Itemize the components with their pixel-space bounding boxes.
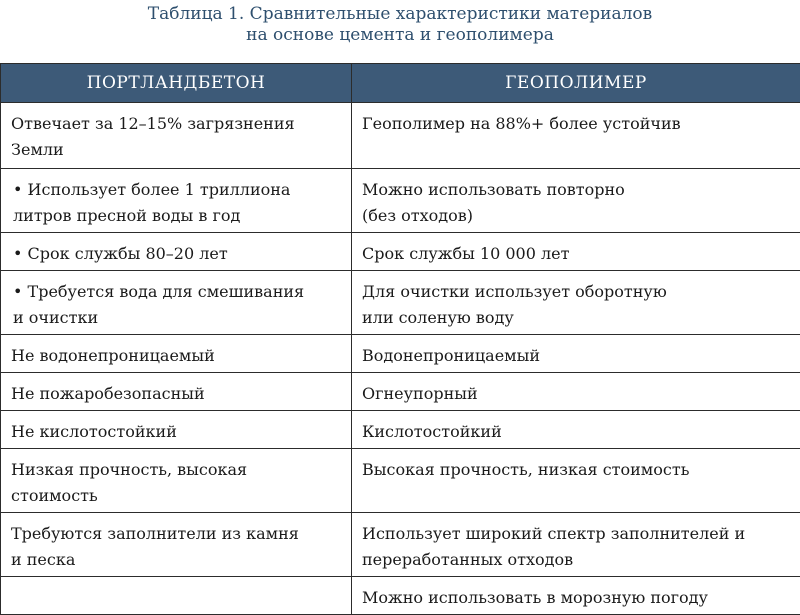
cell-geopolymer (352, 233, 800, 271)
cell-geopolymer (352, 449, 800, 513)
cell-portland (1, 373, 352, 411)
cell-portland (1, 271, 352, 335)
table-row (1, 411, 800, 449)
cell-text: • Срок службы 80–20 лет (13, 244, 228, 263)
cell-text: • Использует более 1 триллиона литров пресной воды в год (13, 180, 290, 225)
table-row (1, 103, 800, 169)
cell-geopolymer (352, 373, 800, 411)
table-row (1, 513, 800, 577)
cell-portland (1, 411, 352, 449)
cell-text: Отвечает за 12–15% загрязнения Земли (11, 114, 295, 159)
cell-text: Использует широкий спектр заполнителей и переработанных отходов (362, 524, 745, 569)
table-row (1, 335, 800, 373)
cell-text: Требуются заполнители из камня и песка (11, 524, 299, 569)
comparison-table (0, 63, 800, 615)
header-portland-concrete: ПОРТЛАНДБЕТОН (1, 64, 352, 103)
table-row (1, 449, 800, 513)
cell-geopolymer (352, 103, 800, 169)
cell-text: Не водонепроницаемый (11, 346, 215, 365)
cell-text: Не кислотостойкий (11, 422, 177, 441)
cell-text: Водонепроницаемый (362, 346, 540, 365)
cell-portland (1, 233, 352, 271)
cell-text: Низкая прочность, высокая стоимость (11, 460, 247, 505)
header-geopolymer: ГЕОПОЛИМЕР (352, 64, 800, 103)
table-row (1, 233, 800, 271)
cell-text: Не пожаробезопасный (11, 384, 205, 403)
table-row (1, 271, 800, 335)
table-row (1, 169, 800, 233)
cell-portland (1, 335, 352, 373)
cell-portland (1, 449, 352, 513)
cell-text: Кислотостойкий (362, 422, 502, 441)
cell-geopolymer (352, 335, 800, 373)
cell-text: Можно использовать в морозную погоду (362, 588, 708, 607)
caption-line-2: на основе цемента и геополимера (0, 25, 800, 46)
cell-text: Огнеупорный (362, 384, 478, 403)
cell-portland (1, 103, 352, 169)
cell-text: • Требуется вода для смешивания и очистки (13, 282, 304, 327)
table-row (1, 373, 800, 411)
table-header-row (1, 64, 800, 103)
cell-portland (1, 577, 352, 615)
cell-geopolymer (352, 411, 800, 449)
table-caption (0, 0, 800, 62)
table-row (1, 577, 800, 615)
caption-line-1: Таблица 1. Сравнительные характеристики материалов (0, 4, 800, 25)
cell-geopolymer (352, 577, 800, 615)
cell-text: Высокая прочность, низкая стоимость (362, 460, 689, 479)
cell-geopolymer (352, 513, 800, 577)
cell-geopolymer (352, 169, 800, 233)
cell-text: Для очистки использует оборотную или соленую воду (362, 282, 667, 327)
cell-text: Геополимер на 88%+ более устойчив (362, 114, 681, 133)
cell-portland (1, 513, 352, 577)
cell-text: Срок службы 10 000 лет (362, 244, 569, 263)
cell-text: Можно использовать повторно (без отходов) (362, 180, 625, 225)
cell-geopolymer (352, 271, 800, 335)
cell-portland (1, 169, 352, 233)
